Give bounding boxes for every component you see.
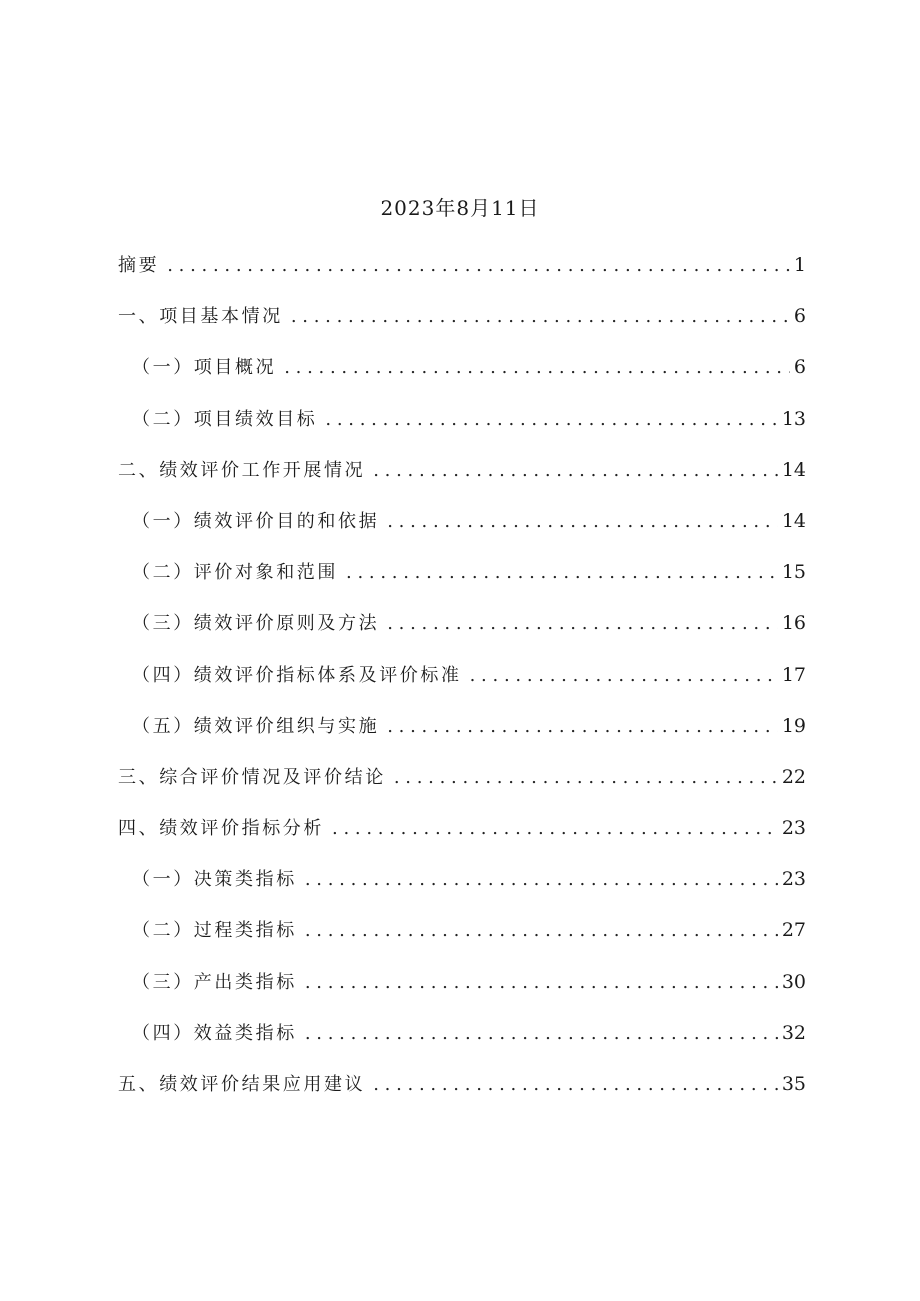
table-of-contents [118, 250, 806, 1120]
toc-leader-dots [305, 865, 778, 895]
toc-subentry[interactable] [118, 967, 806, 1018]
toc-leader-dots [387, 507, 778, 537]
toc-entry[interactable] [118, 250, 806, 301]
toc-entry-title: 摘要 [118, 255, 160, 276]
toc-entry-title: （一）项目概况 [132, 357, 277, 379]
toc-entry-page: 23 [781, 817, 806, 840]
toc-entry[interactable] [118, 813, 806, 864]
toc-entry-title: 三、综合评价情况及评价结论 [118, 766, 386, 788]
toc-subentry[interactable] [118, 608, 806, 659]
toc-entry[interactable] [118, 762, 806, 813]
toc-entry-title: （一）决策类指标 [132, 869, 297, 891]
toc-entry-page: 35 [781, 1073, 806, 1095]
toc-subentry[interactable] [118, 352, 806, 403]
toc-leader-dots [470, 661, 778, 691]
toc-entry[interactable] [118, 1069, 806, 1120]
toc-entry-title: （四）绩效评价指标体系及评价标准 [132, 664, 462, 686]
toc-leader-dots [305, 916, 778, 946]
toc-entry-page: 16 [781, 612, 806, 635]
toc-leader-dots [373, 1070, 778, 1100]
toc-entry-page: 14 [781, 509, 806, 532]
toc-leader-dots [373, 456, 778, 486]
toc-leader-dots [305, 1019, 778, 1049]
toc-entry-page: 32 [781, 1021, 806, 1044]
toc-leader-dots [394, 763, 778, 793]
toc-leader-dots [325, 405, 777, 435]
toc-entry-title: （四）效益类指标 [132, 1022, 297, 1044]
toc-subentry[interactable] [118, 506, 806, 557]
toc-entry-page: 14 [781, 458, 806, 481]
toc-leader-dots [387, 609, 778, 639]
toc-subentry[interactable] [118, 404, 806, 455]
toc-entry[interactable] [118, 301, 806, 352]
toc-entry-title: （五）绩效评价组织与实施 [132, 715, 380, 737]
toc-entry-title: （一）绩效评价目的和依据 [132, 510, 380, 532]
toc-leader-dots [291, 302, 790, 332]
toc-entry-title: 五、绩效评价结果应用建议 [118, 1074, 366, 1095]
toc-subentry[interactable] [118, 864, 806, 915]
toc-entry-title: （二）过程类指标 [132, 920, 297, 942]
toc-entry-page: 17 [781, 663, 806, 686]
toc-entry-page: 19 [781, 714, 806, 737]
toc-subentry[interactable] [118, 711, 806, 762]
toc-entry-page: 22 [781, 765, 806, 788]
toc-entry-title: （三）绩效评价原则及方法 [132, 613, 380, 635]
toc-entry-page: 13 [781, 407, 806, 430]
toc-entry-title: （三）产出类指标 [132, 971, 297, 993]
toc-subentry[interactable] [118, 915, 806, 966]
toc-entry-page: 6 [793, 305, 806, 328]
toc-leader-dots [332, 814, 778, 844]
toc-leader-dots [305, 968, 778, 998]
toc-leader-dots [284, 353, 790, 383]
toc-entry-title: （二）项目绩效目标 [132, 408, 318, 430]
toc-entry-page: 15 [781, 561, 806, 584]
document-date: 2023年8月11日 [380, 196, 540, 220]
toc-subentry[interactable] [118, 1018, 806, 1069]
toc-entry[interactable] [118, 455, 806, 506]
toc-entry-page: 1 [793, 254, 806, 276]
toc-leader-dots [167, 251, 790, 281]
toc-subentry[interactable] [118, 557, 806, 608]
toc-entry-title: 一、项目基本情况 [118, 306, 283, 328]
toc-leader-dots [346, 558, 778, 588]
toc-entry-page: 6 [793, 356, 806, 379]
toc-entry-title: （二）评价对象和范围 [132, 562, 338, 584]
toc-entry-page: 23 [781, 868, 806, 891]
toc-entry-page: 27 [781, 919, 806, 942]
toc-entry-page: 30 [781, 970, 806, 993]
toc-subentry[interactable] [118, 660, 806, 711]
toc-leader-dots [387, 712, 778, 742]
toc-entry-title: 二、绩效评价工作开展情况 [118, 459, 366, 481]
toc-entry-title: 四、绩效评价指标分析 [118, 818, 324, 840]
